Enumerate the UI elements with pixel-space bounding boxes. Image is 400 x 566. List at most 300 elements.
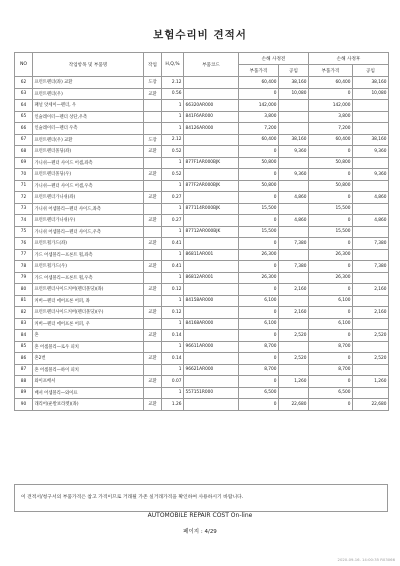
row-part-after: 7,200 xyxy=(309,123,353,135)
row-labor-before: 9,360 xyxy=(279,146,309,158)
row-part-after: 15,500 xyxy=(309,226,353,238)
header-work: 작업 xyxy=(144,53,162,77)
row-part-before: 60,400 xyxy=(239,77,279,89)
row-labor-after: 2,160 xyxy=(353,307,389,319)
row-labor-after: 1,260 xyxy=(353,376,389,388)
row-work: 교환 xyxy=(144,261,162,273)
row-item: 와이프배셔 xyxy=(33,376,144,388)
row-code: 96621AR000 xyxy=(184,364,239,376)
row-part-after: 8,700 xyxy=(309,341,353,353)
row-part-before: 0 xyxy=(239,376,279,388)
row-labor-before: 38,160 xyxy=(279,77,309,89)
estimate-table xyxy=(14,52,389,411)
row-part-before: 15,500 xyxy=(239,203,279,215)
row-labor-after: 9,360 xyxy=(353,146,389,158)
row-work xyxy=(144,318,162,330)
row-part-after: 50,800 xyxy=(309,180,353,192)
row-item: 프런트펜더(우) 교환 xyxy=(33,134,144,146)
row-labor-after xyxy=(353,272,389,284)
row-part-after: 3,800 xyxy=(309,111,353,123)
row-part-after: 6,100 xyxy=(309,318,353,330)
row-labor-before: 2,160 xyxy=(279,284,309,296)
row-work: 교환 xyxy=(144,399,162,411)
row-part-after: 0 xyxy=(309,88,353,100)
row-work: 교환 xyxy=(144,192,162,204)
row-hqty: 2.12 xyxy=(162,134,184,146)
row-hqty: 0.41 xyxy=(162,261,184,273)
row-code: 557151R000 xyxy=(184,387,239,399)
table-row xyxy=(15,169,389,181)
row-no: 67 xyxy=(15,134,33,146)
row-labor-after: 7,380 xyxy=(353,238,389,250)
row-part-after: 60,400 xyxy=(309,77,353,89)
row-item: 프런트펜더사이드커버(펜더몰딩)(우) xyxy=(33,307,144,319)
table-row xyxy=(15,261,389,273)
table-row xyxy=(15,272,389,284)
row-item: 혼2번 xyxy=(33,353,144,365)
row-labor-after: 22,680 xyxy=(353,399,389,411)
row-labor-before: 2,160 xyxy=(279,307,309,319)
row-work xyxy=(144,157,162,169)
row-hqty: 0.07 xyxy=(162,376,184,388)
table-row xyxy=(15,307,389,319)
row-part-before: 6,500 xyxy=(239,387,279,399)
row-work xyxy=(144,364,162,376)
row-labor-before xyxy=(279,364,309,376)
row-item: 프런트펜더몰딩(우) xyxy=(33,169,144,181)
row-part-before: 50,800 xyxy=(239,157,279,169)
row-work xyxy=(144,249,162,261)
row-labor-before xyxy=(279,100,309,112)
row-code: 84168AR000 xyxy=(184,318,239,330)
row-no: 76 xyxy=(15,238,33,250)
row-hqty: 0.12 xyxy=(162,284,184,296)
row-labor-after xyxy=(353,180,389,192)
row-hqty: 1 xyxy=(162,341,184,353)
row-no: 78 xyxy=(15,261,33,273)
row-labor-before xyxy=(279,203,309,215)
row-no: 62 xyxy=(15,77,33,89)
row-labor-before xyxy=(279,249,309,261)
row-work xyxy=(144,226,162,238)
row-hqty: 1 xyxy=(162,203,184,215)
row-no: 63 xyxy=(15,88,33,100)
row-no: 82 xyxy=(15,307,33,319)
row-part-after: 0 xyxy=(309,192,353,204)
row-labor-before: 9,360 xyxy=(279,169,309,181)
document-title: 보험수리비 견적서 xyxy=(153,29,247,41)
row-labor-before: 4,860 xyxy=(279,215,309,227)
row-part-after: 142,000 xyxy=(309,100,353,112)
row-code: 96611AR000 xyxy=(184,341,239,353)
row-no: 88 xyxy=(15,376,33,388)
row-no: 79 xyxy=(15,272,33,284)
row-work: 교환 xyxy=(144,169,162,181)
row-code: 877114R000BJK xyxy=(184,203,239,215)
row-labor-before: 4,860 xyxy=(279,192,309,204)
row-work xyxy=(144,100,162,112)
row-no: 69 xyxy=(15,157,33,169)
row-work: 교환 xyxy=(144,353,162,365)
row-no: 73 xyxy=(15,203,33,215)
row-part-before: 0 xyxy=(239,192,279,204)
row-item: 프런트펜더(우) xyxy=(33,88,144,100)
table-row xyxy=(15,341,389,353)
row-part-after: 26,300 xyxy=(309,249,353,261)
row-code: 84126AR000 xyxy=(184,123,239,135)
row-hqty: 0.12 xyxy=(162,307,184,319)
header-code: 부품코드 xyxy=(184,53,239,77)
row-work: 교환 xyxy=(144,307,162,319)
row-work: 교환 xyxy=(144,146,162,158)
row-code: 66320AR000 xyxy=(184,100,239,112)
row-code: 877F2AR000BJK xyxy=(184,180,239,192)
row-no: 71 xyxy=(15,180,33,192)
row-no: 77 xyxy=(15,249,33,261)
row-code xyxy=(184,353,239,365)
row-hqty: 2.12 xyxy=(162,77,184,89)
row-item: 인슐레이터—펜더 상단,우측 xyxy=(33,111,144,123)
row-item: 혼 어셈블리—하이 피치 xyxy=(33,364,144,376)
header-before-labor: 공임 xyxy=(279,65,309,77)
row-code: 841F6AR000 xyxy=(184,111,239,123)
row-work: 교환 xyxy=(144,284,162,296)
row-part-before: 0 xyxy=(239,353,279,365)
header-before-part: 부품가격 xyxy=(239,65,279,77)
row-hqty: 0.56 xyxy=(162,88,184,100)
table-row xyxy=(15,284,389,296)
table-row xyxy=(15,123,389,135)
row-hqty: 1.26 xyxy=(162,399,184,411)
row-part-before: 6,100 xyxy=(239,295,279,307)
row-labor-after: 38,160 xyxy=(353,134,389,146)
row-item: 가니쉬—펜더 사이드 어셈,우측 xyxy=(33,180,144,192)
table-row xyxy=(15,387,389,399)
row-part-before: 15,500 xyxy=(239,226,279,238)
row-hqty: 0.14 xyxy=(162,330,184,342)
row-work: 교환 xyxy=(144,376,162,388)
row-part-before: 0 xyxy=(239,284,279,296)
header-before: 손해 사정전 xyxy=(239,53,309,65)
row-no: 74 xyxy=(15,215,33,227)
row-part-before: 0 xyxy=(239,238,279,250)
row-hqty: 1 xyxy=(162,295,184,307)
row-labor-after: 2,520 xyxy=(353,353,389,365)
row-no: 90 xyxy=(15,399,33,411)
row-labor-after: 10,080 xyxy=(353,88,389,100)
table-row xyxy=(15,249,389,261)
header-hqty: H,Q,% xyxy=(162,53,184,77)
row-labor-after xyxy=(353,123,389,135)
row-item: 래리어(운발보라켓)(좌) xyxy=(33,399,144,411)
row-code: 86812AR001 xyxy=(184,272,239,284)
row-hqty: 1 xyxy=(162,318,184,330)
row-part-before: 8,700 xyxy=(239,341,279,353)
row-item: 혼 어셈블리—로우 피치 xyxy=(33,341,144,353)
row-work: 도장 xyxy=(144,77,162,89)
row-hqty: 1 xyxy=(162,272,184,284)
row-work xyxy=(144,203,162,215)
row-labor-before: 7,380 xyxy=(279,238,309,250)
row-work: 교환 xyxy=(144,88,162,100)
row-part-after: 6,100 xyxy=(309,295,353,307)
row-labor-after: 9,360 xyxy=(353,169,389,181)
row-no: 87 xyxy=(15,364,33,376)
row-item: 가드 어셈블리—프론트 휠,우측 xyxy=(33,272,144,284)
row-labor-before xyxy=(279,341,309,353)
row-labor-after xyxy=(353,100,389,112)
row-item: 프런트펜더가니쉬(우) xyxy=(33,215,144,227)
row-no: 80 xyxy=(15,284,33,296)
footer-title: AUTOMOBILE REPAIR COST On-line xyxy=(147,512,253,519)
row-labor-before: 1,260 xyxy=(279,376,309,388)
row-labor-after xyxy=(353,157,389,169)
row-labor-after xyxy=(353,111,389,123)
row-work: 도장 xyxy=(144,134,162,146)
row-part-after: 0 xyxy=(309,169,353,181)
row-labor-before xyxy=(279,123,309,135)
table-row xyxy=(15,215,389,227)
row-item: 커버—펜더 에어프론 어퍼, 좌 xyxy=(33,295,144,307)
row-code xyxy=(184,307,239,319)
row-part-after: 0 xyxy=(309,284,353,296)
row-labor-before xyxy=(279,226,309,238)
table-row xyxy=(15,330,389,342)
table-row xyxy=(15,295,389,307)
row-hqty: 1 xyxy=(162,100,184,112)
row-part-before: 3,800 xyxy=(239,111,279,123)
row-code xyxy=(184,261,239,273)
page-number: 페이지 : 4/29 xyxy=(183,529,217,535)
row-part-after: 0 xyxy=(309,146,353,158)
row-part-before: 0 xyxy=(239,307,279,319)
row-hqty: 0.27 xyxy=(162,215,184,227)
row-no: 64 xyxy=(15,100,33,112)
disclaimer-note: 이 견적서/청구서의 부품가격은 참고 가격이므로 거래될 가존 실거래가격을 확인하여 사용하시기 바랍니다. xyxy=(14,484,388,512)
header-no: NO xyxy=(15,53,33,77)
row-no: 66 xyxy=(15,123,33,135)
row-work: 교환 xyxy=(144,238,162,250)
header-item: 작업항목 및 부품명 xyxy=(33,53,144,77)
row-labor-after: 2,160 xyxy=(353,284,389,296)
row-code xyxy=(184,192,239,204)
table-row xyxy=(15,134,389,146)
row-labor-before: 38,160 xyxy=(279,134,309,146)
row-no: 84 xyxy=(15,330,33,342)
row-part-after: 60,400 xyxy=(309,134,353,146)
row-work xyxy=(144,387,162,399)
row-labor-before xyxy=(279,318,309,330)
row-labor-before: 22,680 xyxy=(279,399,309,411)
row-hqty: 1 xyxy=(162,111,184,123)
row-part-before: 60,400 xyxy=(239,134,279,146)
table-row xyxy=(15,88,389,100)
row-hqty: 1 xyxy=(162,226,184,238)
table-row xyxy=(15,100,389,112)
row-item: 가니쉬 어셈블리—펜더 사이드,좌측 xyxy=(33,203,144,215)
row-code xyxy=(184,146,239,158)
row-no: 75 xyxy=(15,226,33,238)
row-code xyxy=(184,284,239,296)
row-code: 87712AR000BJK xyxy=(184,226,239,238)
row-hqty: 1 xyxy=(162,123,184,135)
row-item: 프런트펜더사이드커버(펜더몰딩)(좌) xyxy=(33,284,144,296)
row-code xyxy=(184,134,239,146)
row-labor-after xyxy=(353,249,389,261)
row-item: 프런트휠가드(좌) xyxy=(33,238,144,250)
row-part-after: 0 xyxy=(309,307,353,319)
row-work xyxy=(144,180,162,192)
row-item: 혼 xyxy=(33,330,144,342)
row-item: 가니쉬 어셈블리—펜더 사이드,우측 xyxy=(33,226,144,238)
row-part-after: 0 xyxy=(309,330,353,342)
row-code xyxy=(184,330,239,342)
row-labor-before: 10,080 xyxy=(279,88,309,100)
row-part-before: 0 xyxy=(239,169,279,181)
row-labor-after xyxy=(353,387,389,399)
row-part-after: 0 xyxy=(309,353,353,365)
row-labor-after xyxy=(353,341,389,353)
row-labor-before xyxy=(279,157,309,169)
row-no: 65 xyxy=(15,111,33,123)
table-row xyxy=(15,318,389,330)
row-work xyxy=(144,272,162,284)
row-part-before: 0 xyxy=(239,399,279,411)
row-part-before: 50,800 xyxy=(239,180,279,192)
row-code: 86811AR001 xyxy=(184,249,239,261)
table-row xyxy=(15,77,389,89)
row-part-before: 0 xyxy=(239,330,279,342)
row-labor-after: 4,860 xyxy=(353,215,389,227)
row-no: 72 xyxy=(15,192,33,204)
row-hqty: 0.41 xyxy=(162,238,184,250)
row-hqty: 0.27 xyxy=(162,192,184,204)
table-row xyxy=(15,353,389,365)
row-code xyxy=(184,238,239,250)
row-part-before: 142,000 xyxy=(239,100,279,112)
row-labor-before: 2,520 xyxy=(279,353,309,365)
row-work: 교환 xyxy=(144,215,162,227)
row-code xyxy=(184,88,239,100)
table-row xyxy=(15,180,389,192)
row-labor-after: 4,860 xyxy=(353,192,389,204)
row-labor-before: 2,520 xyxy=(279,330,309,342)
row-part-before: 7,200 xyxy=(239,123,279,135)
table-row xyxy=(15,364,389,376)
row-work xyxy=(144,295,162,307)
row-part-before: 6,100 xyxy=(239,318,279,330)
table-row xyxy=(15,192,389,204)
row-labor-after: 2,520 xyxy=(353,330,389,342)
row-part-after: 0 xyxy=(309,261,353,273)
row-item: 가드 어셈블리—프론트 휠,좌측 xyxy=(33,249,144,261)
row-hqty: 1 xyxy=(162,387,184,399)
row-part-before: 0 xyxy=(239,146,279,158)
row-part-after: 50,800 xyxy=(309,157,353,169)
row-item: 프런트휠가드(우) xyxy=(33,261,144,273)
row-labor-before xyxy=(279,111,309,123)
row-item: 패널 앗세이—펜더, 우 xyxy=(33,100,144,112)
row-labor-after xyxy=(353,295,389,307)
row-part-before: 26,300 xyxy=(239,249,279,261)
table-row xyxy=(15,146,389,158)
table-row xyxy=(15,203,389,215)
table-row xyxy=(15,399,389,411)
row-work: 교환 xyxy=(144,330,162,342)
row-labor-before xyxy=(279,180,309,192)
row-item: 프런트펜더가니쉬(좌) xyxy=(33,192,144,204)
row-item: 프런트펜더(좌) 교환 xyxy=(33,77,144,89)
row-hqty: 1 xyxy=(162,249,184,261)
row-item: 배셔 어셈블리—와이프 xyxy=(33,387,144,399)
row-labor-after: 7,380 xyxy=(353,261,389,273)
row-labor-after: 38,160 xyxy=(353,77,389,89)
row-work xyxy=(144,123,162,135)
row-hqty: 1 xyxy=(162,364,184,376)
row-code: 84158AR000 xyxy=(184,295,239,307)
header-after-labor: 공임 xyxy=(353,65,389,77)
row-labor-after xyxy=(353,226,389,238)
table-row xyxy=(15,226,389,238)
row-labor-before xyxy=(279,387,309,399)
row-code xyxy=(184,399,239,411)
row-work xyxy=(144,111,162,123)
row-work xyxy=(144,341,162,353)
row-item: 인슐레이터—펜더 우측 xyxy=(33,123,144,135)
row-part-before: 8,700 xyxy=(239,364,279,376)
row-code xyxy=(184,376,239,388)
row-no: 68 xyxy=(15,146,33,158)
table-row xyxy=(15,157,389,169)
table-row xyxy=(15,111,389,123)
row-item: 가니쉬—펜더 사이드 어셈,좌측 xyxy=(33,157,144,169)
row-labor-after xyxy=(353,318,389,330)
row-labor-before xyxy=(279,272,309,284)
header-after-part: 부품가격 xyxy=(309,65,353,77)
row-labor-after xyxy=(353,203,389,215)
row-no: 89 xyxy=(15,387,33,399)
row-part-after: 0 xyxy=(309,238,353,250)
row-part-after: 26,300 xyxy=(309,272,353,284)
row-labor-before: 7,380 xyxy=(279,261,309,273)
row-part-after: 0 xyxy=(309,376,353,388)
row-code xyxy=(184,169,239,181)
row-part-after: 0 xyxy=(309,399,353,411)
row-no: 85 xyxy=(15,341,33,353)
row-no: 86 xyxy=(15,353,33,365)
row-labor-after xyxy=(353,364,389,376)
row-code xyxy=(184,77,239,89)
row-part-after: 15,500 xyxy=(309,203,353,215)
row-hqty: 1 xyxy=(162,157,184,169)
table-row xyxy=(15,376,389,388)
row-code: 877F1AR000BJK xyxy=(184,157,239,169)
row-code xyxy=(184,215,239,227)
row-part-before: 0 xyxy=(239,261,279,273)
row-no: 70 xyxy=(15,169,33,181)
row-labor-before xyxy=(279,295,309,307)
row-part-before: 0 xyxy=(239,215,279,227)
row-item: 커버—펜더 에어프론 어퍼, 우 xyxy=(33,318,144,330)
row-no: 81 xyxy=(15,295,33,307)
row-part-after: 0 xyxy=(309,215,353,227)
row-item: 프런트펜더몰딩(좌) xyxy=(33,146,144,158)
table-row xyxy=(15,238,389,250)
print-timestamp: 2020-09-16. 14:00:35 R03066 xyxy=(337,557,395,562)
row-no: 83 xyxy=(15,318,33,330)
row-hqty: 0.52 xyxy=(162,169,184,181)
row-hqty: 0.52 xyxy=(162,146,184,158)
